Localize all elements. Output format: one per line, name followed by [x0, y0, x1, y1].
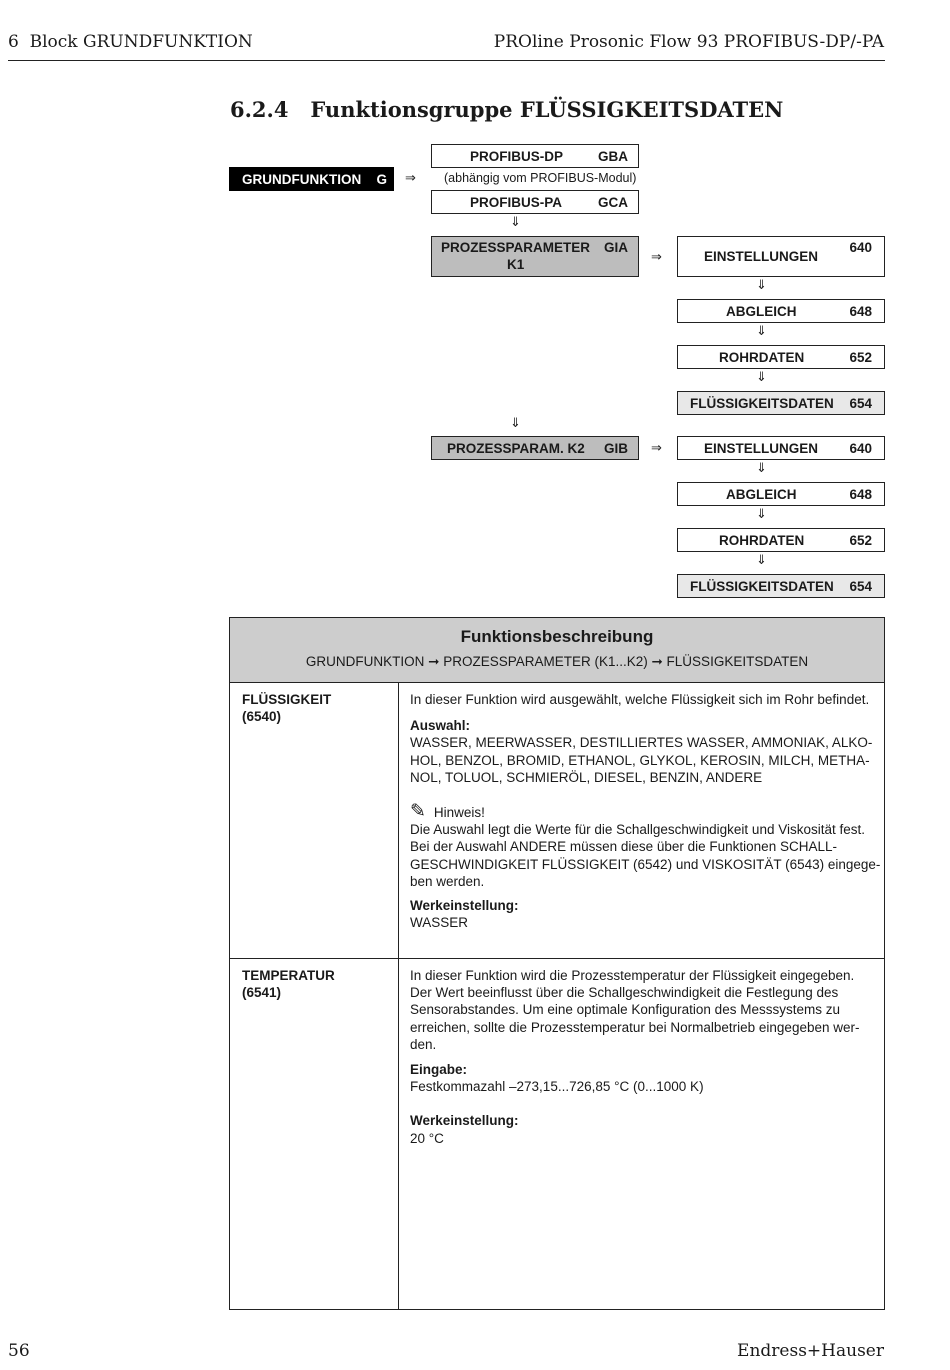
box-label: PROZESSPARAM. K2: [447, 441, 585, 456]
box-label: ROHRDATEN: [719, 350, 805, 365]
intro-line: erreichen, sollte die Prozesstemperatur bei Normalbetrieb eingegeben wer-: [410, 1019, 860, 1035]
box-code: GIA: [603, 240, 628, 255]
section-title: 6.2.4 Funktionsgruppe FLÜSSIGKEITSDATEN: [230, 97, 784, 122]
input-label: Eingabe:: [410, 1062, 468, 1078]
function-description-table: [229, 617, 885, 1310]
root-label: GRUNDFUNKTION: [242, 172, 362, 187]
running-header-right: PROline Prosonic Flow 93 PROFIBUS-DP/-PA: [493, 32, 884, 52]
header-rule: [8, 60, 885, 61]
box-label: FLÜSSIGKEITSDATEN: [690, 579, 834, 594]
arrow-down-icon: ⇓: [756, 461, 767, 476]
arrow-right-icon: ⇒: [651, 250, 662, 265]
function-desc-fluessigkeit: [410, 691, 881, 931]
box-label-line2: K1: [507, 257, 525, 272]
box-code: GBA: [598, 149, 628, 164]
default-value: 20 °C: [410, 1130, 444, 1146]
box-code: GIB: [603, 441, 628, 456]
root-code: G: [376, 172, 387, 187]
box-label: FLÜSSIGKEITSDATEN: [690, 396, 834, 411]
group-box-fluessigkeitsdaten-k2: [677, 574, 885, 598]
box-code: 654: [849, 579, 872, 594]
function-desc-temperatur: [410, 967, 876, 1147]
note-line: Bei der Auswahl ANDERE müssen diese über die Funktionen SCHALL-: [410, 839, 837, 855]
box-code: 640: [849, 240, 872, 255]
table-header: [230, 618, 884, 683]
root-box-grundfunktion: [229, 167, 394, 191]
box-code: GCA: [598, 195, 628, 210]
intro-line: Der Wert beeinflusst über die Schallgeschwindigkeit die Festlegung des: [410, 985, 839, 1001]
group-box-einstellungen-k2: [677, 436, 885, 460]
arrow-right-icon: ⇒: [405, 171, 416, 186]
options-line: WASSER, MEERWASSER, DESTILLIERTES WASSER, AMMONIAK, ALKO-: [410, 735, 873, 751]
box-code: 648: [849, 487, 872, 502]
arrow-down-icon: ⇓: [756, 324, 767, 339]
arrow-down-icon: ⇓: [756, 278, 767, 293]
intro-line: den.: [410, 1036, 437, 1052]
running-header-left: 6 Block GRUNDFUNKTION: [8, 32, 253, 52]
options-line: NOL, TOLUOL, SCHMIERÖL, DIESEL, BENZIN, ANDERE: [410, 769, 763, 785]
arrow-down-icon: ⇓: [756, 553, 767, 568]
group-box-abgleich-k2: [677, 482, 885, 506]
group-box-einstellungen-k1: [677, 236, 885, 277]
box-code: 648: [849, 304, 872, 319]
box-label: PROFIBUS-DP: [470, 149, 564, 164]
box-label: ROHRDATEN: [719, 533, 805, 548]
arrow-right-icon: ⇒: [651, 441, 662, 456]
options-label: Auswahl:: [410, 718, 471, 734]
intro-text: In dieser Funktion wird ausgewählt, welche Flüssigkeit sich im Rohr befindet.: [410, 692, 870, 707]
group-box-rohrdaten-k2: [677, 528, 885, 552]
table-path: GRUNDFUNKTION ➞ PROZESSPARAMETER (K1...K2) ➞ FLÜSSIGKEITSDATEN: [305, 654, 809, 669]
note-line: Die Auswahl legt die Werte für die Schallgeschwindigkeit und Viskosität fest.: [410, 822, 865, 838]
arrow-down-icon: ⇓: [756, 507, 767, 522]
group-box-fluessigkeitsdaten-k1: [677, 391, 885, 415]
default-label: Werkeinstellung:: [410, 898, 519, 914]
box-code: 652: [849, 533, 872, 548]
box-profibus-dp: [431, 144, 639, 168]
box-profibus-pa: [431, 190, 639, 214]
note-line: GESCHWINDIGKEIT FLÜSSIGKEIT (6542) und VISKOSITÄT (6543) eingege-: [410, 856, 881, 872]
pencil-note-icon: ✎: [410, 800, 426, 823]
row-divider: [230, 958, 884, 959]
intro-line: Sensorabstandes. Um eine optimale Konfiguration des Messsystems zu: [410, 1002, 840, 1018]
brand-logo-text: Endress+Hauser: [737, 1341, 884, 1361]
box-code: 640: [849, 441, 872, 456]
box-code: 652: [849, 350, 872, 365]
default-value: WASSER: [410, 915, 469, 931]
box-label: EINSTELLUNGEN: [704, 441, 819, 456]
table-heading: Funktionsbeschreibung: [460, 627, 654, 646]
default-label: Werkeinstellung:: [410, 1113, 519, 1129]
arrow-down-icon: ⇓: [510, 215, 521, 230]
box-prozessparameter-k1: [431, 236, 639, 277]
group-box-rohrdaten-k1: [677, 345, 885, 369]
box-label: ABGLEICH: [726, 304, 797, 319]
box-label: EINSTELLUNGEN: [704, 249, 819, 264]
box-code: 654: [849, 396, 872, 411]
page-number: 56: [8, 1341, 30, 1361]
box-label: PROZESSPARAMETER: [441, 240, 591, 255]
column-divider: [398, 682, 399, 1309]
dependency-note: (abhängig vom PROFIBUS-Modul): [444, 171, 637, 185]
arrow-down-icon: ⇓: [510, 416, 521, 431]
box-prozessparameter-k2: [431, 436, 639, 460]
intro-line: In dieser Funktion wird die Prozesstemperatur der Flüssigkeit eingegeben.: [410, 968, 855, 983]
options-line: HOL, BENZOL, BROMID, ETHANOL, GLYKOL, KEROSIN, MILCH, METHA-: [410, 752, 870, 768]
function-name-temperatur: TEMPERATUR (6541): [242, 968, 335, 1000]
arrow-down-icon: ⇓: [756, 370, 767, 385]
box-label: PROFIBUS-PA: [470, 195, 563, 210]
note-label: Hinweis!: [433, 805, 485, 821]
function-name-fluessigkeit: FLÜSSIGKEIT (6540): [242, 692, 332, 724]
note-line: ben werden.: [410, 873, 485, 889]
group-box-abgleich-k1: [677, 299, 885, 323]
box-label: ABGLEICH: [726, 487, 797, 502]
input-value: Festkommazahl –273,15...726,85 °C (0...1000 K): [410, 1079, 704, 1095]
